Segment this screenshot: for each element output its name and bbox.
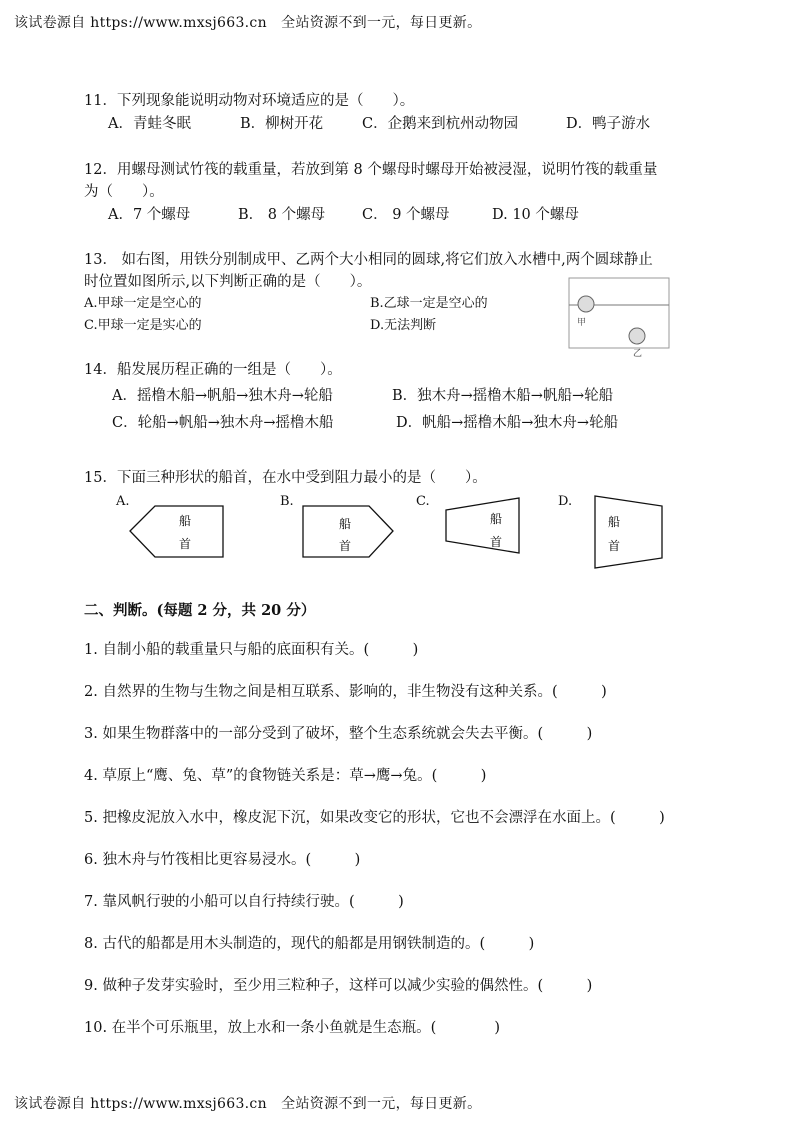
question-11-option-c: C．企鹅来到杭州动物园 bbox=[362, 116, 519, 132]
question-15-letter-d: D. bbox=[558, 494, 573, 509]
shape-d-text-bottom: 首 bbox=[608, 539, 621, 553]
question-14-option-b: B．独木舟→摇橹木船→帆船→轮船 bbox=[392, 388, 614, 404]
question-15-stem: 15．下面三种形状的船首，在水中受到阻力最小的是（ ）。 bbox=[84, 470, 487, 486]
question-13-option-c: C.甲球一定是实心的 bbox=[84, 318, 202, 333]
judgment-item-3: 3. 如果生物群落中的一部分受到了破坏，整个生态系统就会失去平衡。( ) bbox=[84, 726, 593, 742]
question-13-option-b: B.乙球一定是空心的 bbox=[370, 296, 488, 311]
shape-b-text-top: 船 bbox=[339, 517, 352, 531]
page-header: 该试卷源自 https://www.mxsj663.cn 全站资源不到一元，每日更新。 bbox=[14, 15, 482, 31]
question-11-option-d: D．鸭子游水 bbox=[566, 116, 651, 132]
judgment-item-10: 10. 在半个可乐瓶里，放上水和一条小鱼就是生态瓶。( ) bbox=[84, 1020, 500, 1036]
question-12-option-b: B． 8 个螺母 bbox=[238, 207, 326, 223]
question-12-stem-line1: 12．用螺母测试竹筏的载重量，若放到第 8 个螺母时螺母开始被浸湿，说明竹筏的载重量 bbox=[84, 162, 658, 178]
question-14-stem: 14．船发展历程正确的一组是（ ）。 bbox=[84, 362, 342, 378]
question-13-stem-line2: 时位置如图所示,以下判断正确的是（ ）。 bbox=[84, 274, 372, 290]
judgment-item-7: 7. 靠风帆行驶的小船可以自行持续行驶。( ) bbox=[84, 894, 404, 910]
question-12-option-a: A．7 个螺母 bbox=[108, 207, 191, 223]
judgment-item-1: 1. 自制小船的载重量只与船的底面积有关。( ) bbox=[84, 642, 419, 658]
water-tank-figure bbox=[565, 275, 675, 360]
question-15-letter-a: A. bbox=[116, 494, 130, 509]
page-footer: 该试卷源自 https://www.mxsj663.cn 全站资源不到一元，每日更新。 bbox=[14, 1096, 482, 1112]
judgment-item-8: 8. 古代的船都是用木头制造的，现代的船都是用钢铁制造的。( ) bbox=[84, 936, 535, 952]
shape-d-text-top: 船 bbox=[608, 515, 621, 529]
question-12-option-d: D. 10 个螺母 bbox=[492, 207, 579, 223]
shape-a-text-top: 船 bbox=[179, 514, 192, 528]
judgment-item-5: 5. 把橡皮泥放入水中，橡皮泥下沉，如果改变它的形状，它也不会漂浮在水面上。( ) bbox=[84, 810, 665, 826]
question-13-stem-line1: 13． 如右图，用铁分别制成甲、乙两个大小相同的圆球,将它们放入水槽中,两个圆球静止 bbox=[84, 252, 653, 268]
question-14-option-c: C．轮船→帆船→独木舟→摇橹木船 bbox=[112, 415, 334, 431]
bow-shape-c bbox=[444, 496, 522, 556]
judgment-item-6: 6. 独木舟与竹筏相比更容易浸水。( ) bbox=[84, 852, 361, 868]
question-12-option-c: C． 9 个螺母 bbox=[362, 207, 450, 223]
bow-shape-b bbox=[301, 504, 395, 560]
ball-jia bbox=[578, 296, 594, 312]
water-tank bbox=[569, 278, 669, 348]
question-13-option-d: D.无法判断 bbox=[370, 318, 437, 333]
section-2-title: 二、判断。(每题 2 分，共 20 分） bbox=[84, 602, 316, 619]
bow-shape-a bbox=[128, 504, 226, 560]
question-15-letter-b: B. bbox=[280, 494, 294, 509]
ball-yi bbox=[629, 328, 645, 344]
question-13-option-a: A.甲球一定是空心的 bbox=[84, 296, 202, 311]
shape-c-text-top: 船 bbox=[490, 512, 503, 526]
question-14-option-d: D．帆船→摇橹木船→独木舟→轮船 bbox=[396, 415, 619, 431]
judgment-item-4: 4. 草原上“鹰、兔、草”的食物链关系是：草→鹰→兔。( ) bbox=[84, 768, 487, 784]
question-15-letter-c: C. bbox=[416, 494, 430, 509]
question-11-option-a: A．青蛙冬眠 bbox=[108, 116, 191, 132]
label-yi: 乙 bbox=[633, 349, 643, 359]
question-14-option-a: A．摇橹木船→帆船→独木舟→轮船 bbox=[112, 388, 333, 404]
shape-c-text-bottom: 首 bbox=[490, 535, 503, 549]
shape-b-text-bottom: 首 bbox=[339, 539, 352, 553]
label-jia: 甲 bbox=[577, 318, 587, 328]
question-11-stem: 11．下列现象能说明动物对环境适应的是（ ）。 bbox=[84, 93, 415, 109]
judgment-item-2: 2. 自然界的生物与生物之间是相互联系、影响的，非生物没有这种关系。( ) bbox=[84, 684, 607, 700]
shape-a-text-bottom: 首 bbox=[179, 537, 192, 551]
judgment-item-9: 9. 做种子发芽实验时，至少用三粒种子，这样可以减少实验的偶然性。( ) bbox=[84, 978, 593, 994]
question-11-option-b: B．柳树开花 bbox=[240, 116, 324, 132]
bow-shape-d bbox=[593, 494, 665, 570]
question-12-stem-line2: 为（ ）。 bbox=[84, 184, 164, 200]
